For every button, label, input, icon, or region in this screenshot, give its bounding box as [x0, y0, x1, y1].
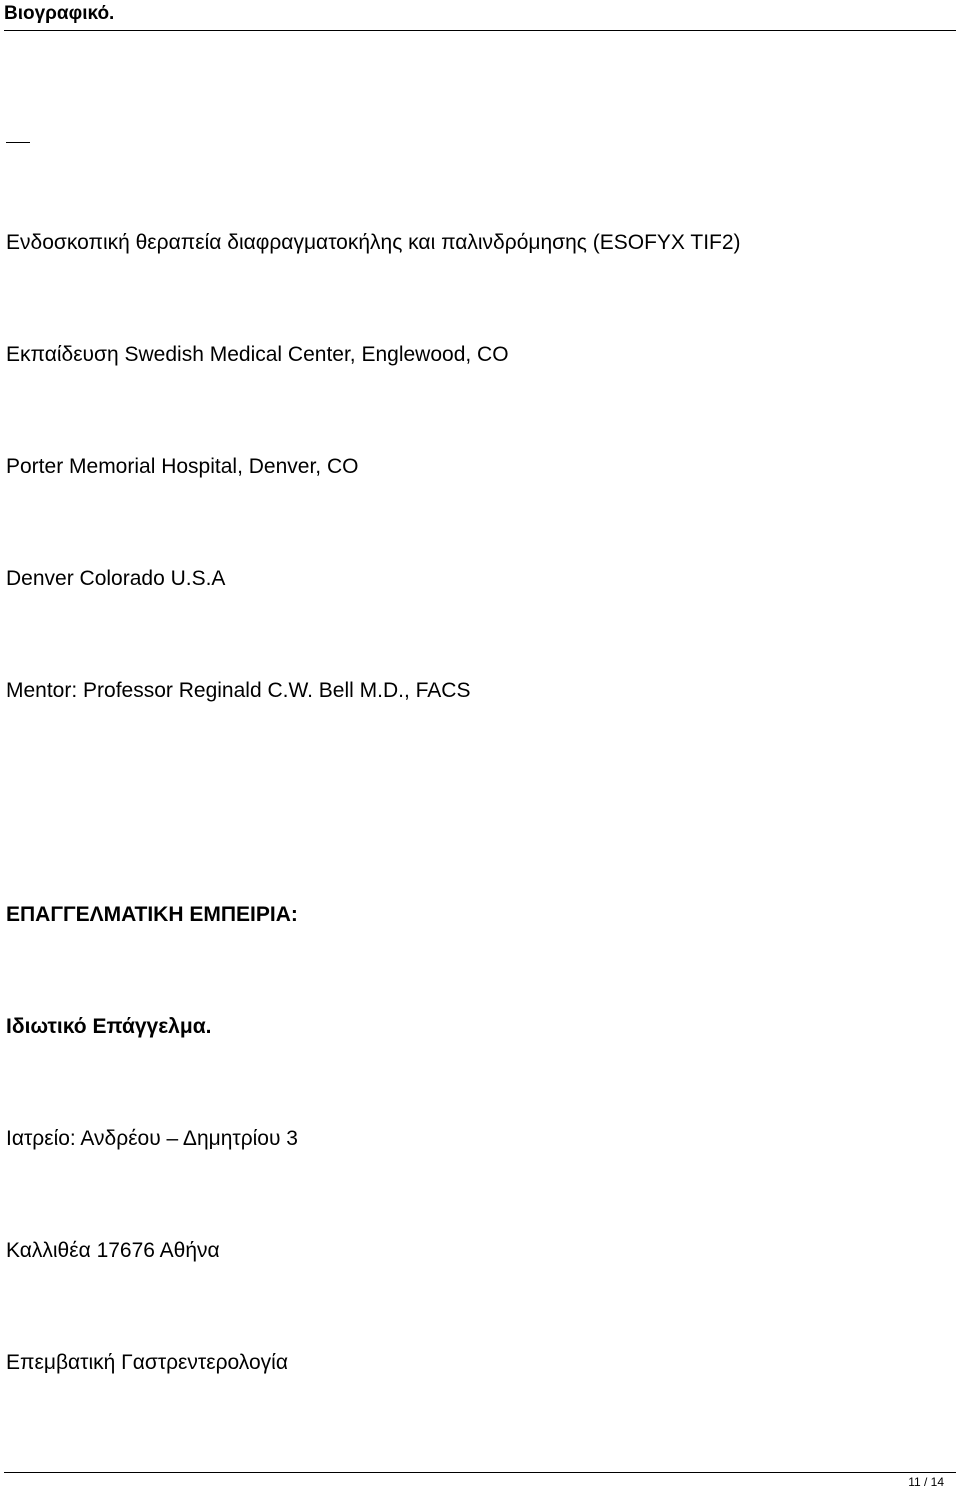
mentor-line: Mentor: Professor Reginald C.W. Bell M.D., FACS: [6, 679, 471, 702]
city-line: Καλλιθέα 17676 Αθήνα: [6, 1239, 220, 1262]
document-title: Βιογραφικό.: [4, 3, 115, 24]
private-practice-heading: Ιδιωτικό Επάγγελμα.: [6, 1015, 212, 1038]
hospital-line: Porter Memorial Hospital, Denver, CO: [6, 455, 359, 478]
page-number: 11 / 14: [908, 1475, 944, 1489]
short-divider: [6, 142, 30, 143]
header-divider: [4, 30, 956, 31]
office-address-line: Ιατρείο: Ανδρέου – Δημητρίου 3: [6, 1127, 298, 1150]
footer-divider: [4, 1472, 956, 1473]
location-line: Denver Colorado U.S.A: [6, 567, 226, 590]
procedure-line: Ενδοσκοπική θεραπεία διαφραγματοκήλης και παλινδρόμησης (ESOFYX TIF2): [6, 231, 741, 254]
specialty-line: Επεμβατική Γαστρεντερολογία: [6, 1351, 288, 1374]
training-line: Εκπαίδευση Swedish Medical Center, Englewood, CO: [6, 343, 509, 366]
experience-heading: ΕΠΑΓΓΕΛΜΑΤΙΚΗ ΕΜΠΕΙΡΙΑ:: [6, 903, 298, 926]
